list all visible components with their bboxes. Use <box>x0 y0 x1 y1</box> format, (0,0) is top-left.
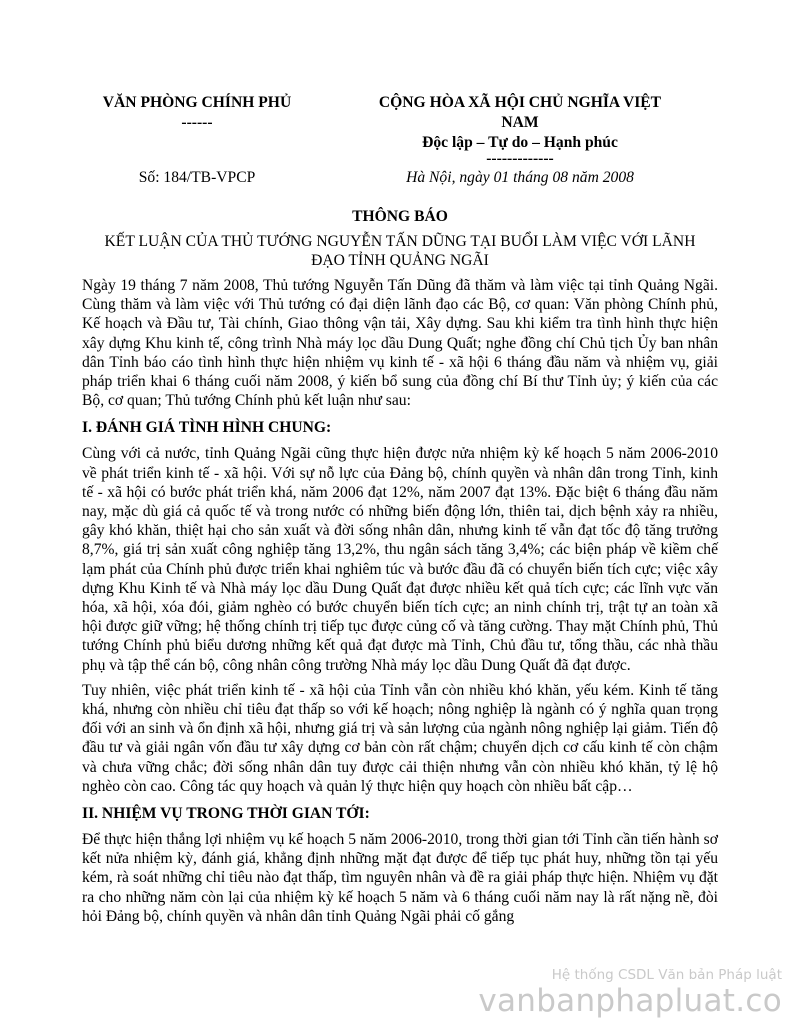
watermark-site: vanbanphapluat.co <box>478 983 782 1019</box>
document-subtitle: KẾT LUẬN CỦA THỦ TƯỚNG NGUYỄN TẤN DŨNG TẠI BUỔI LÀM VIỆC VỚI LÃNH ĐẠO TỈNH QUẢNG NGÃI <box>104 233 696 269</box>
section-1-heading: I. ĐÁNH GIÁ TÌNH HÌNH CHUNG: <box>82 419 332 437</box>
national-title-line2: NAM <box>501 114 539 131</box>
motto-rule: ------------- <box>486 150 554 167</box>
document-page <box>82 93 718 926</box>
watermark-caption: Hệ thống CSDL Văn bản Pháp luật <box>551 967 782 983</box>
document-type: THÔNG BÁO <box>352 208 448 225</box>
agency-rule: ------ <box>181 114 213 131</box>
document-number: Số: 184/TB-VPCP <box>138 169 256 186</box>
section-1-paragraph-1: Cùng với cả nước, tỉnh Quảng Ngãi cũng thực hiện được nửa nhiệm kỳ kế hoạch 5 năm 2006-2010 về phát triển kinh tế - xã hội. Với sự nỗ lực của Đảng bộ, chính quyền và nhân dân trong Tỉnh, kinh tế - xã hội có bước phát triển khá, năm 2006 đạt 12%, năm 2007 đạt 13%. Đặc biệt 6 tháng đầu năm nay, mặc dù giá cả quốc tế và trong nước có những biến động lớn, thiên tai, dịch bệnh xảy ra nhiều, gây khó khăn, thiệt hại cho sản xuất và đời sống nhân dân, nhưng kinh tế vẫn đạt tốc độ tăng trưởng 8,7%, giá trị sản xuất công nghiệp tăng 13,2%, thu ngân sách tăng 3,4%; các biện pháp về kiềm chế lạm phát của Chính phủ được triển khai nghiêm túc và bước đầu đã có chuyển biến tích cực; việc xây dựng Khu Kinh tế và Nhà máy lọc dầu Dung Quất đạt được nhiều kết quả tích cực; các lĩnh vực văn hóa, xã hội, xóa đói, giảm nghèo có bước chuyển biến tích cực; an ninh chính trị, trật tự an toàn xã hội được giữ vững; hệ thống chính trị tiếp tục được củng cố và tăng cường. Thay mặt Chính phủ, Thủ tướng Chính phủ biểu dương những kết quả đạt được mà Tỉnh, Chủ đầu tư, tổng thầu, các nhà thầu phụ và tập thể cán bộ, công nhân công trường Nhà máy lọc dầu Dung Quất đã đạt được. <box>82 445 718 674</box>
place-date: Hà Nội, ngày 01 tháng 08 năm 2008 <box>406 169 634 186</box>
section-2-heading: II. NHIỆM VỤ TRONG THỜI GIAN TỚI: <box>82 805 370 823</box>
section-1-paragraph-2: Tuy nhiên, việc phát triển kinh tế - xã hội của Tỉnh vẫn còn nhiều khó khăn, yếu kém. Kinh tế tăng khá, nhưng còn nhiều chỉ tiêu đạt thấp so với kế hoạch; nông nghiệp là ngành có ý nghĩa quan trọng đối với an sinh và ổn định xã hội, nhưng giá trị và sản lượng của ngành nông nghiệp lại giảm. Tiến độ đầu tư và giải ngân vốn đầu tư xây dựng cơ bản còn rất chậm; chuyển dịch cơ cấu kinh tế còn chậm và chưa vững chắc; đời sống nhân dân tuy được cải thiện nhưng vẫn còn nhiều khó khăn, tỷ lệ hộ nghèo còn cao. Công tác quy hoạch và quản lý thực hiện quy hoạch còn nhiều bất cập… <box>82 681 718 795</box>
document-header <box>82 93 718 188</box>
national-title-line1: CỘNG HÒA XÃ HỘI CHỦ NGHĨA VIỆT <box>378 94 662 111</box>
issuing-agency: VĂN PHÒNG CHÍNH PHỦ <box>102 94 292 111</box>
section-2-paragraph-1: Để thực hiện thắng lợi nhiệm vụ kế hoạch 5 năm 2006-2010, trong thời gian tới Tỉnh cần tiến hành sơ kết nửa nhiệm kỳ, đánh giá, khẳng định những mặt đạt được để tiếp tục phát huy, những tồn tại yếu kém, rà soát những chỉ tiêu nào đạt thấp, tìm nguyên nhân và đề ra giải pháp thực hiện. Nhiệm vụ đặt ra cho những năm còn lại của nhiệm kỳ kế hoạch 5 năm và 6 tháng cuối năm nay là rất nặng nề, đòi hỏi Đảng bộ, chính quyền và nhân dân tỉnh Quảng Ngãi phải cố gắng <box>82 831 718 925</box>
national-motto: Độc lập – Tự do – Hạnh phúc <box>422 134 618 151</box>
intro-paragraph: Ngày 19 tháng 7 năm 2008, Thủ tướng Nguyễn Tấn Dũng đã thăm và làm việc tại tỉnh Quảng Ngãi. Cùng thăm và làm việc với Thủ tướng có đại diện lãnh đạo các Bộ, cơ quan: Văn phòng Chính phủ, Kế hoạch và Đầu tư, Tài chính, Giao thông vận tải, Xây dựng. Sau khi kiểm tra tình hình thực hiện xây dựng Khu kinh tế, công trình Nhà máy lọc dầu Dung Quất; nghe đồng chí Chủ tịch Ủy ban nhân dân Tỉnh báo cáo tình hình thực hiện nhiệm vụ kinh tế - xã hội 6 tháng đầu năm và nhiệm vụ, giải pháp triển khai 6 tháng cuối năm 2008, ý kiến bổ sung của đồng chí Bí thư Tỉnh ủy; ý kiến của các Bộ, cơ quan; Thủ tướng Chính phủ kết luận như sau: <box>82 277 718 410</box>
national-title-block <box>322 93 718 165</box>
issuing-agency-block <box>82 93 312 133</box>
